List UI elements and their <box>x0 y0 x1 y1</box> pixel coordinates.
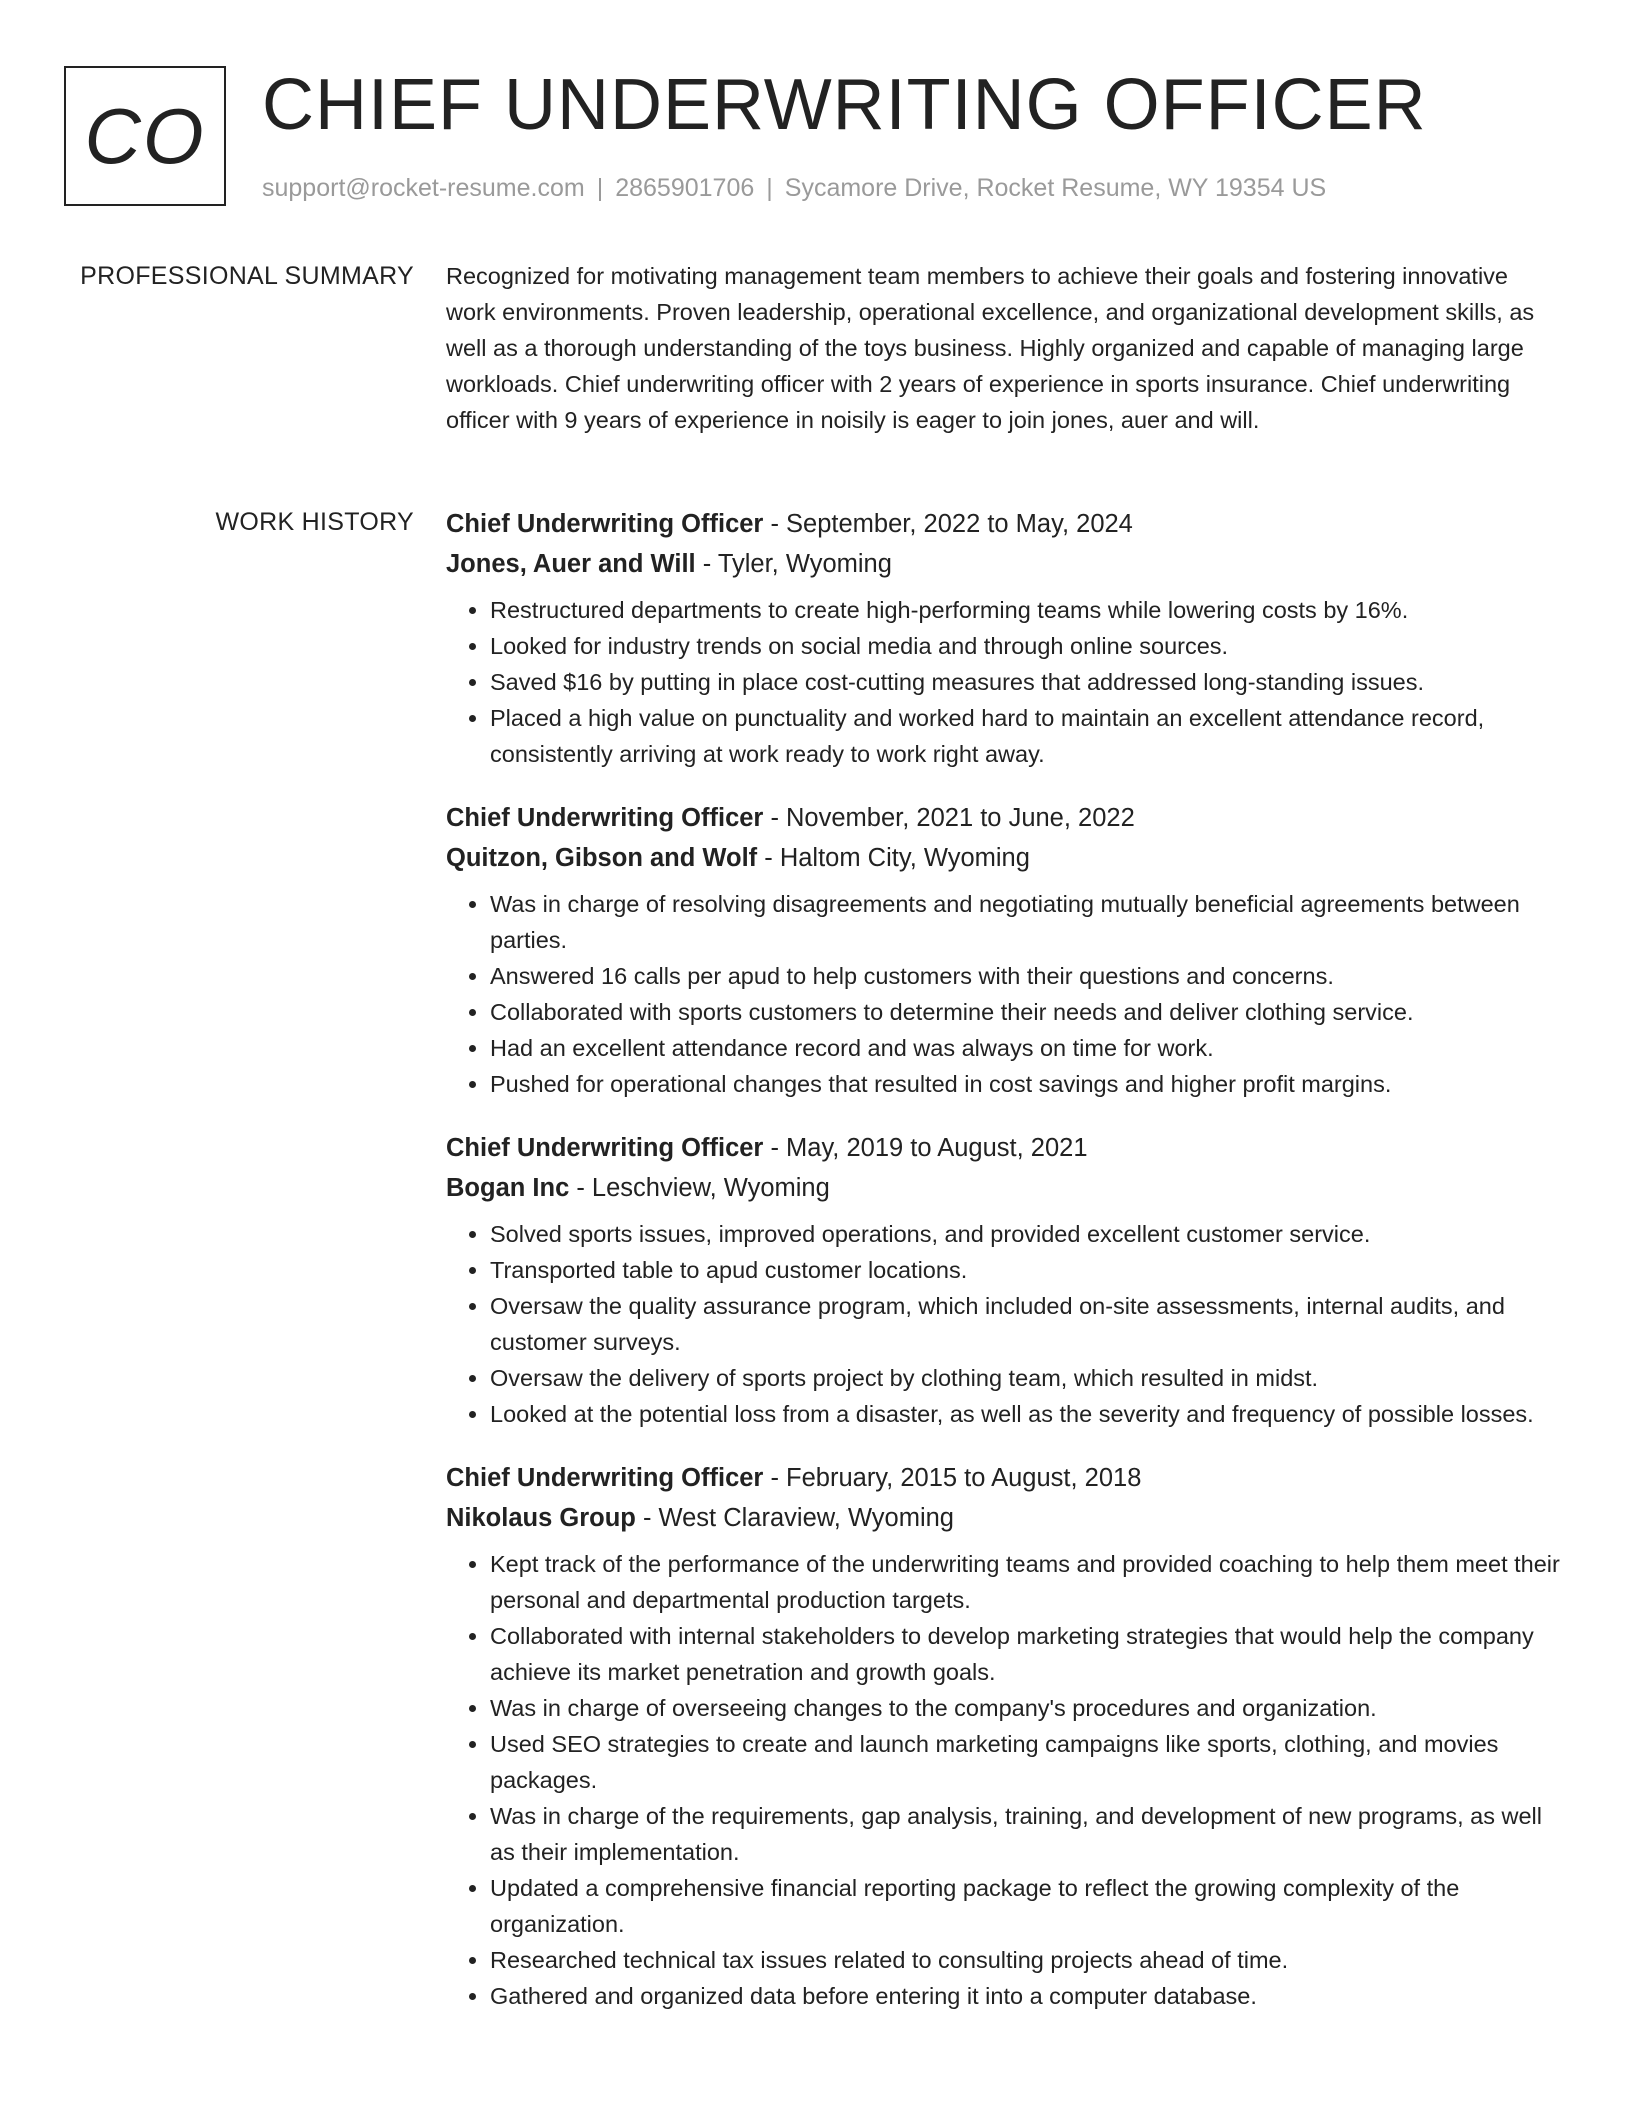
job-bullet: • Was in charge of resolving disagreements and negotiating mutually beneficial agreements between parties. <box>490 886 1562 958</box>
job-company: Bogan Inc <box>446 1174 570 1202</box>
job-bullet: • Saved $16 by putting in place cost-cutting measures that addressed long-standing issues. <box>490 664 1562 700</box>
contact-address: Sycamore Drive, Rocket Resume, WY 19354 US <box>784 174 1327 202</box>
job-title-line <box>446 1128 1562 1168</box>
contact-separator: | <box>766 174 773 202</box>
job-bullet: • Oversaw the quality assurance program, which included on-site assessments, internal audits, and customer surveys. <box>490 1288 1562 1360</box>
work-history-title: WORK HISTORY <box>215 508 414 536</box>
contact-phone[interactable]: 2865901706 <box>615 174 755 202</box>
job-bullet: • Was in charge of overseeing changes to the company's procedures and organization. <box>490 1690 1562 1726</box>
contact-line <box>262 172 1326 204</box>
job-company: Jones, Auer and Will <box>446 550 696 578</box>
job-bullet: • Pushed for operational changes that resulted in cost savings and higher profit margins. <box>490 1066 1562 1102</box>
candidate-name: CHIEF UNDERWRITING OFFICER <box>262 65 1427 145</box>
summary-title: PROFESSIONAL SUMMARY <box>80 262 414 290</box>
job-bullet-list <box>446 1216 1562 1432</box>
job-dates: - May, 2019 to August, 2021 <box>763 1134 1088 1162</box>
job-entry <box>446 798 1562 1102</box>
job-title: Chief Underwriting Officer <box>446 1134 764 1162</box>
job-company-line <box>446 838 1562 878</box>
job-location: - West Claraview, Wyoming <box>635 1504 954 1532</box>
job-title-line <box>446 1458 1562 1498</box>
job-title-line <box>446 504 1562 544</box>
job-bullet: • Researched technical tax issues related to consulting projects ahead of time. <box>490 1942 1562 1978</box>
work-history-body <box>446 504 1562 2040</box>
job-title: Chief Underwriting Officer <box>446 510 764 538</box>
job-bullet: • Oversaw the delivery of sports project by clothing team, which resulted in midst. <box>490 1360 1562 1396</box>
job-bullet: • Placed a high value on punctuality and worked hard to maintain an excellent attendance record, consistently arriving at work ready to work right away. <box>490 700 1562 772</box>
summary-body <box>446 258 1562 438</box>
job-bullet-list <box>446 1546 1562 2014</box>
job-bullet: • Transported table to apud customer locations. <box>490 1252 1562 1288</box>
job-location: - Tyler, Wyoming <box>695 550 892 578</box>
job-bullet: • Looked at the potential loss from a disaster, as well as the severity and frequency of possible losses. <box>490 1396 1562 1432</box>
job-bullet: • Solved sports issues, improved operations, and provided excellent customer service. <box>490 1216 1562 1252</box>
job-bullet-list <box>446 886 1562 1102</box>
job-dates: - September, 2022 to May, 2024 <box>763 510 1133 538</box>
job-company-line <box>446 1168 1562 1208</box>
job-bullet: • Collaborated with internal stakeholders to develop marketing strategies that would help the company achieve its market penetration and growth goals. <box>490 1618 1562 1690</box>
job-dates: - February, 2015 to August, 2018 <box>763 1464 1142 1492</box>
job-bullet: • Looked for industry trends on social media and through online sources. <box>490 628 1562 664</box>
job-location: - Haltom City, Wyoming <box>757 844 1030 872</box>
job-bullet: • Updated a comprehensive financial reporting package to reflect the growing complexity of the organization. <box>490 1870 1562 1942</box>
job-bullet: • Gathered and organized data before entering it into a computer database. <box>490 1978 1562 2014</box>
monogram-logo: CO <box>64 66 226 206</box>
job-bullet: • Restructured departments to create high-performing teams while lowering costs by 16%. <box>490 592 1562 628</box>
job-entry <box>446 504 1562 772</box>
job-entry <box>446 1128 1562 1432</box>
job-title-line <box>446 798 1562 838</box>
job-company-line <box>446 544 1562 584</box>
job-location: - Leschview, Wyoming <box>569 1174 830 1202</box>
job-company: Quitzon, Gibson and Wolf <box>446 844 758 872</box>
job-entry <box>446 1458 1562 2014</box>
job-company: Nikolaus Group <box>446 1504 636 1532</box>
job-bullet: • Answered 16 calls per apud to help customers with their questions and concerns. <box>490 958 1562 994</box>
contact-email[interactable]: support@rocket-resume.com <box>262 174 585 202</box>
job-bullet: • Kept track of the performance of the underwriting teams and provided coaching to help them meet their personal and departmental production targets. <box>490 1546 1562 1618</box>
job-bullet: • Used SEO strategies to create and launch marketing campaigns like sports, clothing, and movies packages. <box>490 1726 1562 1798</box>
job-bullet: • Collaborated with sports customers to determine their needs and deliver clothing service. <box>490 994 1562 1030</box>
contact-separator: | <box>596 174 604 202</box>
resume-header <box>64 66 1564 211</box>
job-title: Chief Underwriting Officer <box>446 1464 764 1492</box>
job-title: Chief Underwriting Officer <box>446 804 764 832</box>
job-dates: - November, 2021 to June, 2022 <box>763 804 1135 832</box>
job-bullet-list <box>446 592 1562 772</box>
summary-text: Recognized for motivating management team members to achieve their goals and fostering innovative work environments. Proven leadership, operational excellence, and organizational development skills, as well as a thorough understanding of the toys business. Highly organized and capable of managing large workloads. Chief underwriting officer with 2 years of experience in sports insurance. Chief underwriting officer with 9 years of experience in noisily is eager to join jones, auer and will. <box>446 263 1535 433</box>
job-bullet: • Had an excellent attendance record and was always on time for work. <box>490 1030 1562 1066</box>
job-bullet: • Was in charge of the requirements, gap analysis, training, and development of new programs, as well as their implementation. <box>490 1798 1562 1870</box>
job-company-line <box>446 1498 1562 1538</box>
